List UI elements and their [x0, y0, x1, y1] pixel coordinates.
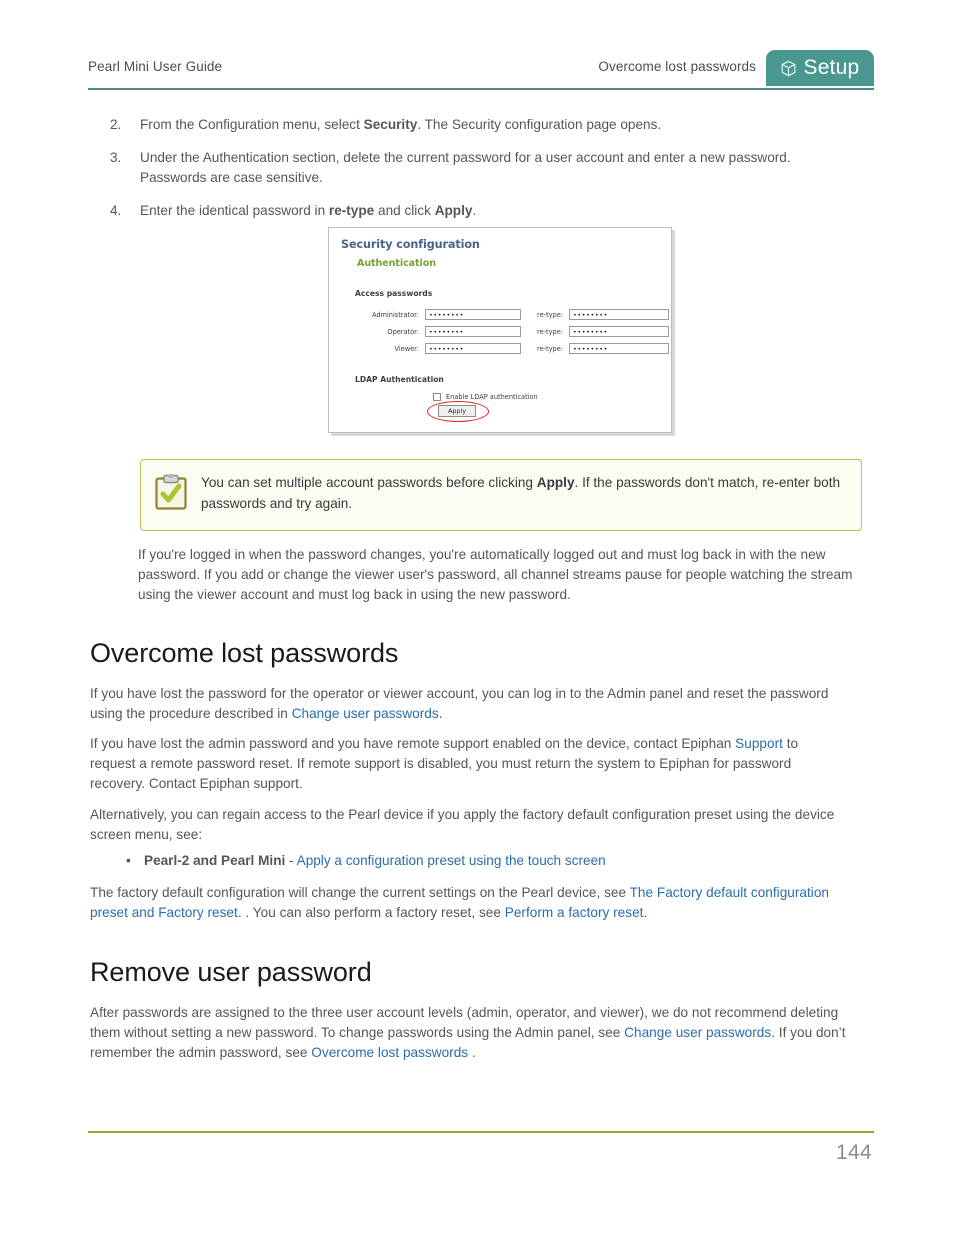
link-perform-a-factory-reset[interactable]: Perform a factory reset [504, 905, 644, 920]
note-text [201, 473, 845, 514]
paragraph-after-note: If you're logged in when the password changes, you're automatically logged out and must log back in with the new password. If you add or change the viewer user's password, all channel streams pause for people watching the stream using the viewer account and must log back in using the new password. [138, 547, 853, 602]
header-setup-tab[interactable] [766, 50, 874, 86]
paragraph: Alternatively, you can regain access to the Pearl device if you apply the factory default configuration preset using the device screen menu, see: [90, 807, 835, 842]
paragraph [90, 734, 830, 794]
note-callout [140, 459, 862, 531]
step-text-part-bold: Apply [434, 202, 473, 218]
paragraph-text: to request a remote password reset. If remote support is disabled, you must return the system to Epiphan for password recovery. Contact Epiphan support. [90, 736, 799, 791]
administrator-label: Administrator: [371, 310, 419, 319]
apply-button-wrapper [438, 405, 484, 417]
link-support[interactable]: Support [735, 736, 783, 751]
page-number: 144 [836, 1141, 872, 1164]
list-item [110, 115, 840, 136]
operator-password-input[interactable]: •••••••• [425, 326, 521, 337]
header-tab-label: Setup [803, 55, 860, 79]
link-change-user-passwords[interactable]: Change user passwords [291, 706, 439, 721]
paragraph-text: After passwords are assigned to the three user account levels (admin, operator, and viewer), we do not recommend deleting them without setting a new password. To change passwords using the Admin panel, see [90, 1005, 839, 1040]
list-item [110, 201, 840, 222]
table-row [341, 343, 659, 354]
clipboard-check-icon [155, 473, 187, 515]
operator-retype-label: re-type: [537, 327, 563, 336]
page-title-overcome-lost-passwords: Overcome lost passwords [90, 638, 399, 668]
figure-subtitle-authentication: Authentication [357, 258, 436, 269]
table-row [341, 309, 659, 320]
bullet-text [144, 851, 606, 871]
figure-password-rows [341, 309, 659, 354]
viewer-retype-label: re-type: [537, 344, 563, 353]
footer-divider [88, 1131, 874, 1133]
step-number: 4. [110, 202, 122, 218]
link-apply-configuration-preset[interactable]: Apply a configuration preset using the touch screen [296, 853, 606, 868]
viewer-password-input[interactable]: •••••••• [425, 343, 521, 354]
header-section-title: Overcome lost passwords [598, 59, 756, 74]
viewer-label: Viewer: [394, 344, 419, 353]
table-row [341, 326, 659, 337]
paragraph-text: . [643, 905, 648, 920]
administrator-retype-label: re-type: [537, 310, 563, 319]
page-title-remove-user-password: Remove user password [90, 957, 372, 987]
step-text [140, 201, 840, 222]
paragraph [90, 684, 862, 724]
figure-title: Security configuration [341, 238, 480, 251]
bullet-text-part: - [285, 853, 297, 868]
step-text-part-bold: re-type [328, 202, 375, 218]
step-number: 3. [110, 149, 122, 165]
list-item [110, 148, 840, 189]
paragraph-text: . [468, 1045, 476, 1060]
bullet-list [126, 851, 866, 871]
paragraph-factory-default [90, 883, 862, 923]
bullet-text-bold: Pearl-2 and Pearl Mini [144, 853, 286, 868]
step-number: 2. [110, 117, 122, 132]
enable-ldap-label: Enable LDAP authentication [446, 393, 538, 401]
link-change-user-passwords[interactable]: Change user passwords [624, 1025, 772, 1040]
paragraph-text: If you have lost the admin password and you have remote support enabled on the device, contact Epiphan [90, 736, 736, 751]
paragraph-text: The factory default configuration will change the current settings on the Pearl device, see [90, 885, 630, 900]
security-configuration-screenshot [328, 227, 672, 433]
paragraph-text: If you have lost the password for the operator or viewer account, you can log in to the Admin panel and reset the password using the procedure described in [90, 686, 829, 721]
step-text-part: . The Security configuration page opens. [417, 117, 662, 132]
step-text-part: From the Configuration menu, select [140, 117, 364, 132]
apply-button[interactable]: Apply [438, 405, 476, 417]
paragraph-text: . . You can also perform a factory reset, see [237, 905, 505, 920]
bullet-marker: • [126, 853, 131, 868]
administrator-retype-input[interactable]: •••••••• [569, 309, 669, 320]
list-item [126, 851, 866, 871]
note-text-part: You can set multiple account passwords before clicking [201, 475, 537, 490]
link-overcome-lost-passwords[interactable]: Overcome lost passwords [311, 1045, 469, 1060]
step-text: Under the Authentication section, delete the current password for a user account and enter a new password. Passwords are case sensitive. [140, 149, 791, 185]
viewer-retype-input[interactable]: •••••••• [569, 343, 669, 354]
operator-retype-input[interactable]: •••••••• [569, 326, 669, 337]
figure-access-passwords-label: Access passwords [355, 289, 433, 298]
paragraph [90, 1003, 850, 1063]
box-icon [779, 59, 798, 78]
administrator-password-input[interactable]: •••••••• [425, 309, 521, 320]
operator-label: Operator: [387, 327, 419, 336]
page-header [88, 52, 874, 90]
figure-ldap-authentication-label: LDAP Authentication [355, 375, 444, 384]
step-text-part: and click [374, 202, 435, 218]
paragraph-text: . [438, 706, 443, 721]
paragraph-text: . If you don’t remember the admin password, see [90, 1025, 846, 1060]
header-divider [88, 88, 874, 90]
step-text-part: . [472, 202, 477, 218]
step-text-part: Enter the identical password in [140, 202, 329, 218]
step-text-part-bold: Security [363, 117, 418, 132]
enable-ldap-checkbox[interactable] [433, 393, 441, 401]
note-text-part: . If the passwords don't match, re-enter both passwords and try again. [201, 475, 841, 511]
step-text [140, 115, 840, 136]
header-guide-title: Pearl Mini User Guide [88, 59, 223, 74]
enable-ldap-row [433, 393, 659, 401]
link-factory-default-configuration-preset[interactable]: The Factory default configuration preset and Factory reset [90, 885, 829, 920]
note-text-part-bold: Apply [536, 475, 575, 490]
numbered-steps-list [110, 115, 840, 233]
